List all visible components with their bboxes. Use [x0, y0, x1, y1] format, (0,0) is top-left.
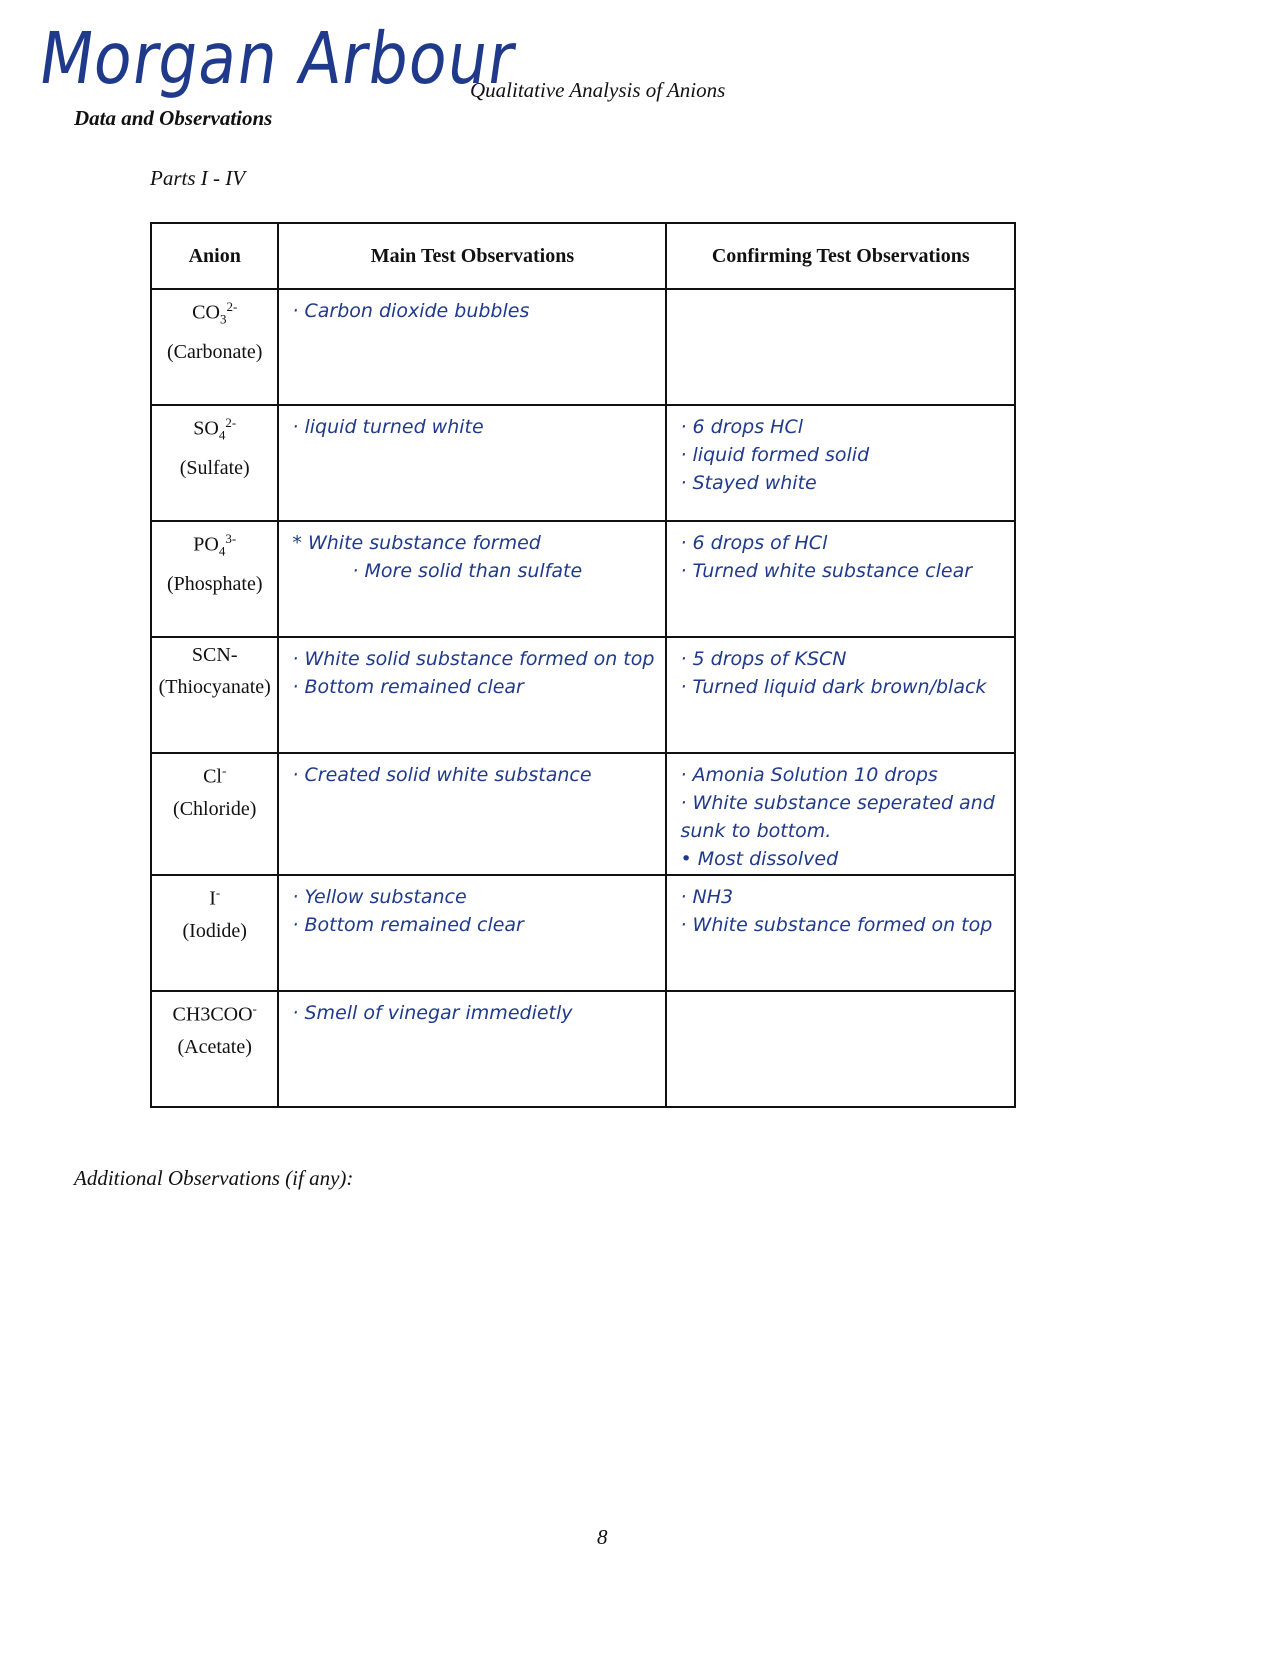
main-observation: · Smell of vinegar immedietly	[292, 1002, 573, 1024]
anion-cell	[151, 991, 278, 1107]
table-row	[151, 753, 1015, 875]
anion-name: (Chloride)	[173, 797, 257, 820]
confirming-test-cell	[666, 991, 1015, 1107]
anion-cell	[151, 521, 278, 637]
observations-table	[150, 222, 1016, 1108]
confirming-observation: · Turned white substance clear	[680, 560, 973, 582]
confirming-observation: · 6 drops of HCl	[680, 532, 828, 554]
confirming-test-cell	[666, 405, 1015, 521]
anion-name: (Phosphate)	[166, 572, 263, 595]
anion-name: (Thiocyanate)	[158, 676, 271, 698]
main-observation: · Yellow substance	[292, 886, 467, 908]
anion-formula: I-	[209, 885, 221, 910]
anion-cell	[151, 289, 278, 405]
confirming-observation: sunk to bottom.	[680, 820, 832, 842]
confirming-observation: · Stayed white	[680, 472, 817, 494]
anion-cell	[151, 753, 278, 875]
anion-name: (Sulfate)	[179, 456, 250, 479]
page-number: 8	[597, 1525, 608, 1549]
table-row	[151, 637, 1015, 753]
anion-formula: Cl-	[203, 763, 227, 788]
main-observation: * White substance formed	[292, 532, 541, 554]
signature: Morgan Arbour	[34, 16, 522, 101]
confirming-test-cell	[666, 289, 1015, 405]
confirming-observation: · White substance seperated and	[680, 792, 995, 814]
main-observation: · Bottom remained clear	[292, 914, 524, 936]
anion-cell	[151, 875, 278, 991]
anion-cell	[151, 637, 278, 753]
additional-observations-label: Additional Observations (if any):	[74, 1166, 354, 1190]
confirming-test-cell	[666, 521, 1015, 637]
table-row	[151, 991, 1015, 1107]
confirming-test-cell	[666, 753, 1015, 875]
main-observation: · Created solid white substance	[292, 764, 592, 786]
anion-name: (Acetate)	[177, 1035, 252, 1058]
confirming-observation: · liquid formed solid	[680, 444, 870, 466]
table-row	[151, 405, 1015, 521]
main-test-cell	[278, 875, 666, 991]
main-test-cell	[278, 637, 666, 753]
main-observation: · Carbon dioxide bubbles	[292, 300, 530, 322]
confirming-test-cell	[666, 637, 1015, 753]
confirming-observation: · Amonia Solution 10 drops	[680, 764, 938, 786]
main-test-cell	[278, 405, 666, 521]
confirming-observation: • Most dissolved	[680, 848, 839, 870]
confirming-test-cell	[666, 875, 1015, 991]
anion-name: (Iodide)	[182, 919, 247, 942]
anion-formula: $CO_3^{2-}$	[192, 299, 238, 327]
header-confirming-test: Confirming Test Observations	[666, 223, 1015, 289]
parts-label: Parts I - IV	[150, 166, 246, 190]
table-row	[151, 289, 1015, 405]
section-title: Data and Observations	[74, 106, 273, 130]
main-test-cell	[278, 753, 666, 875]
main-test-cell	[278, 521, 666, 637]
confirming-observation: · White substance formed on top	[680, 914, 993, 936]
main-observation: · White solid substance formed on top	[292, 648, 655, 670]
anion-formula: $SO_4^{2-}$	[193, 415, 237, 443]
confirming-observation: · 6 drops HCl	[680, 416, 803, 438]
anion-formula: $PO_4^{3-}$	[193, 531, 237, 559]
table-header-row	[151, 223, 1015, 289]
confirming-observation: · NH3	[680, 886, 734, 908]
confirming-observation: · Turned liquid dark brown/black	[680, 676, 987, 698]
anion-name: (Carbonate)	[166, 340, 263, 363]
table-row	[151, 875, 1015, 991]
table-row	[151, 521, 1015, 637]
anion-formula: CH3COO-	[172, 1001, 257, 1026]
anion-cell	[151, 405, 278, 521]
header-anion: Anion	[151, 223, 278, 289]
main-observation: · Bottom remained clear	[292, 676, 524, 698]
confirming-observation: · 5 drops of KSCN	[680, 648, 847, 670]
header-main-test: Main Test Observations	[278, 223, 666, 289]
main-test-cell	[278, 991, 666, 1107]
main-test-cell	[278, 289, 666, 405]
main-observation: · liquid turned white	[292, 416, 484, 438]
main-observation: · More solid than sulfate	[352, 560, 583, 582]
document-title: Qualitative Analysis of Anions	[470, 78, 726, 102]
anion-formula: SCN-	[191, 644, 238, 666]
